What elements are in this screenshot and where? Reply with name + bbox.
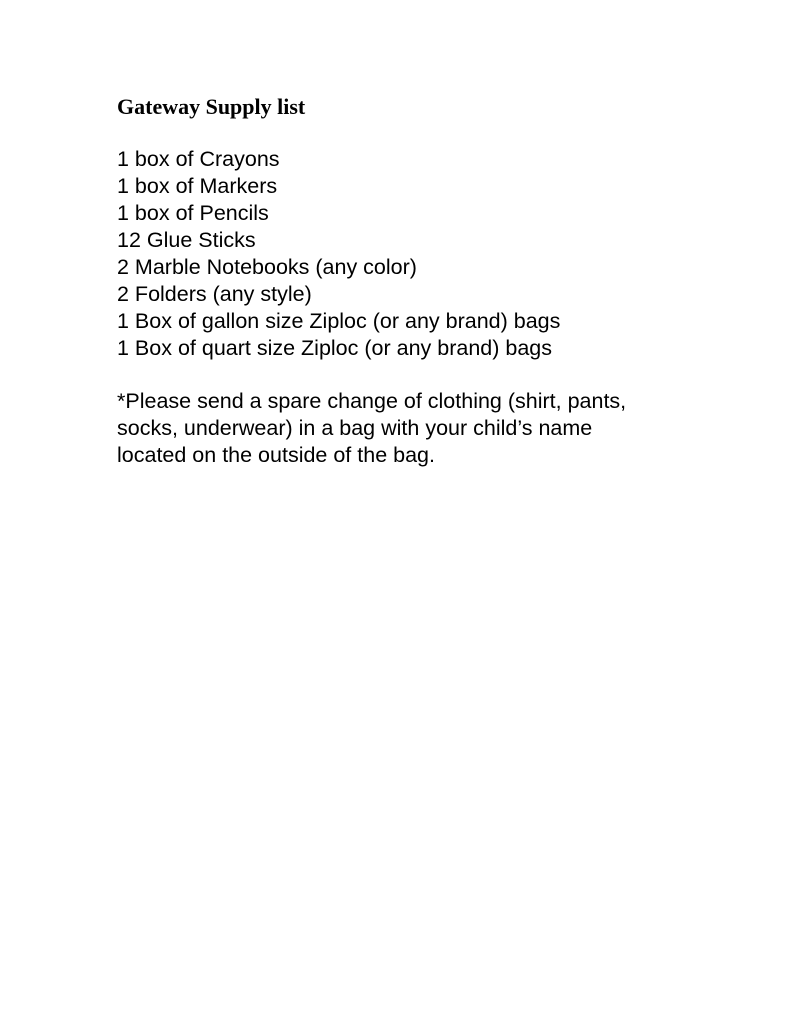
note-line: *Please send a spare change of clothing (shirt, pants, [117,389,627,413]
list-item: 1 box of Crayons [117,147,280,171]
list-item: 1 box of Pencils [117,201,269,225]
note-line: located on the outside of the bag. [117,443,435,467]
list-item: 1 Box of quart size Ziploc (or any brand) bags [117,336,552,360]
list-item: 2 Folders (any style) [117,282,312,306]
list-item: 1 box of Markers [117,174,278,198]
list-item: 1 Box of gallon size Ziploc (or any brand) bags [117,309,561,333]
note-line: socks, underwear) in a bag with your child’s name [117,416,593,440]
list-item: 2 Marble Notebooks (any color) [117,255,417,279]
page-title: Gateway Supply list [117,94,306,119]
supply-list [117,146,560,362]
clothing-note [117,388,626,469]
list-item: 12 Glue Sticks [117,228,256,252]
